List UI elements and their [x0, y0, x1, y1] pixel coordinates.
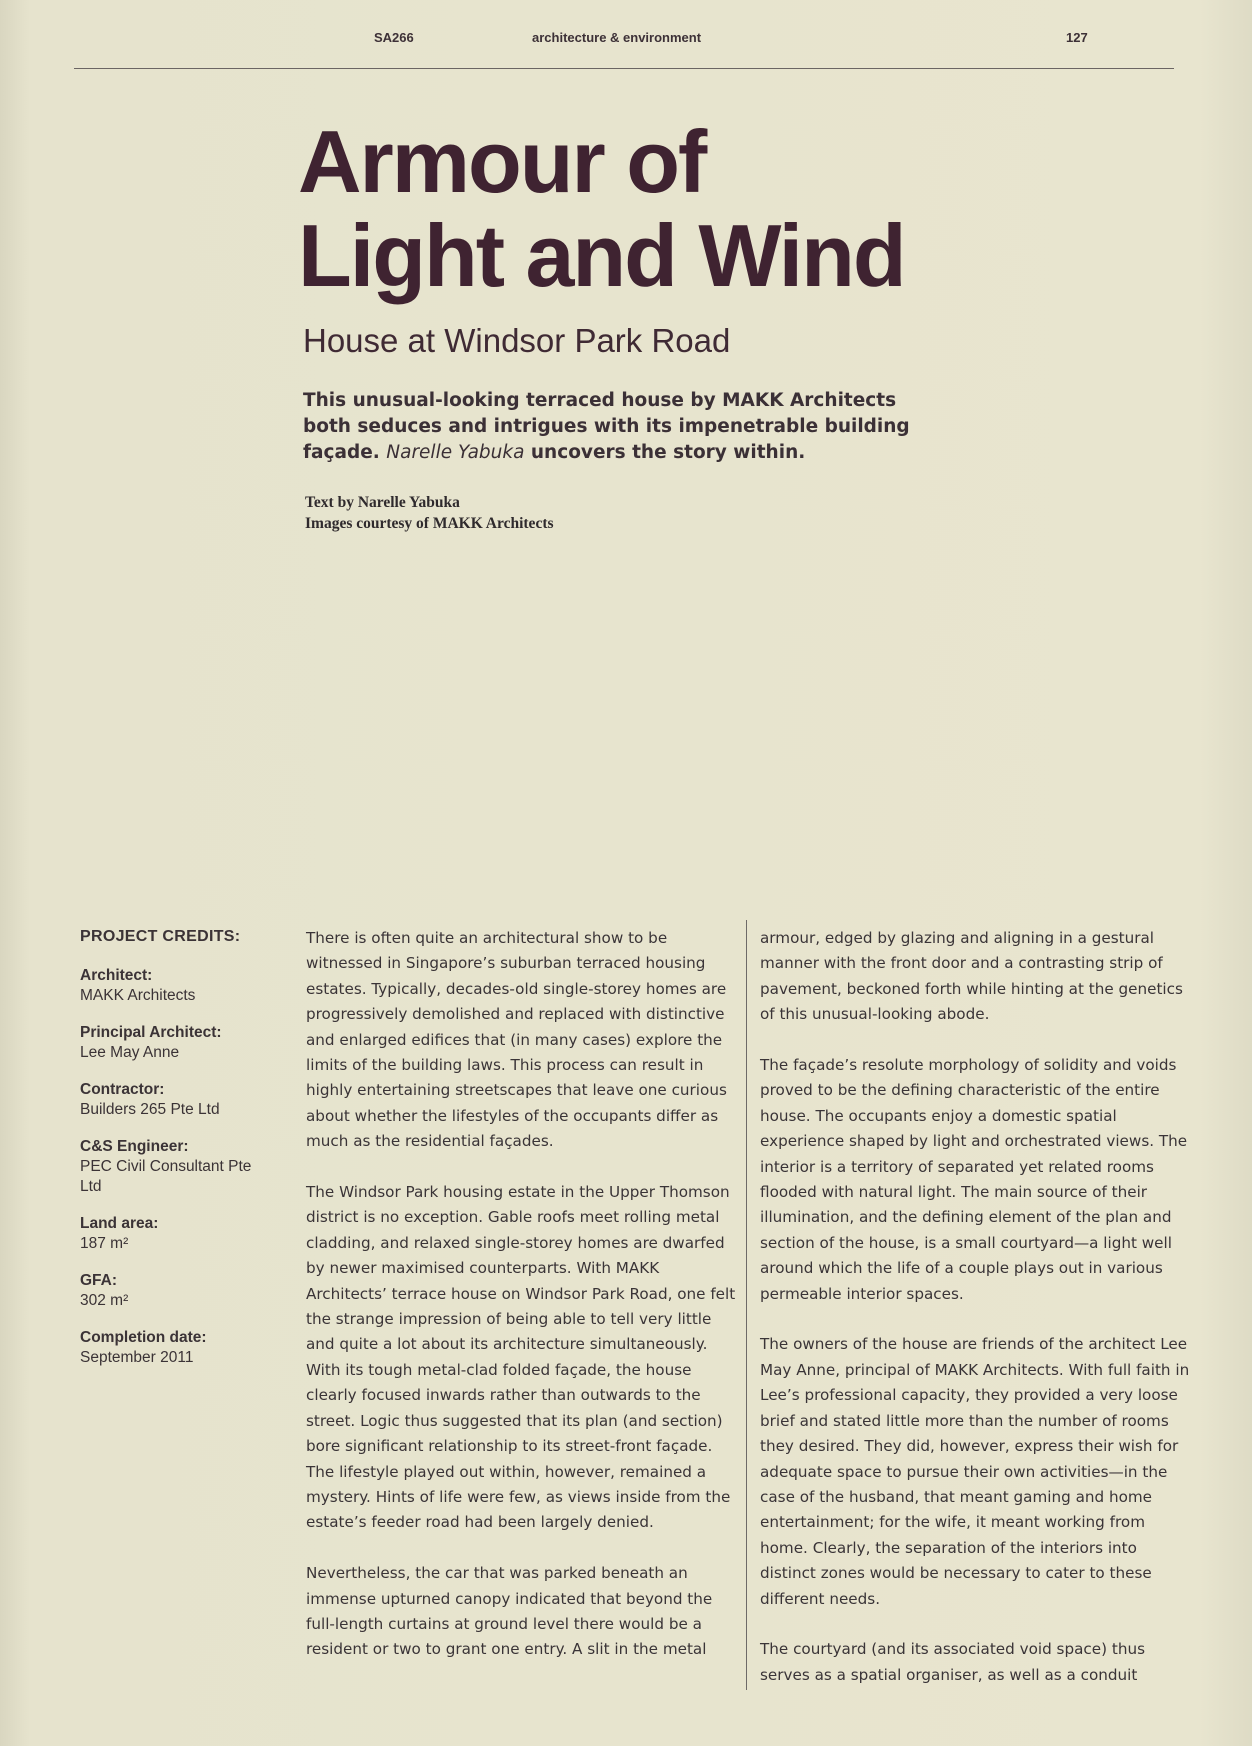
standfirst: [303, 388, 943, 466]
credit-value: 187 m²: [80, 1235, 129, 1252]
credit-principal-architect: [80, 1023, 270, 1063]
section-name: architecture & environment: [532, 30, 702, 45]
credits-heading: PROJECT CREDITS:: [80, 928, 241, 945]
body-column-1: [306, 926, 736, 1688]
credit-label: Architect:: [80, 967, 153, 984]
images-courtesy: Images courtesy of MAKK Architects: [305, 515, 554, 532]
project-credits: [80, 928, 270, 1385]
standfirst-part-2: uncovers the story within.: [530, 442, 806, 463]
credit-gfa: [80, 1271, 270, 1311]
body-paragraph: The Windsor Park housing estate in the Upper Thomson district is no exception. Gable roofs meet rolling metal cladding, and relaxed single-storey homes are dwarfed by newer maximised counterparts. With MAKK Architects’ terrace house on Windsor Park Road, one felt the strange impression of being able to tell very little and quite a lot about its architecture simultaneously. With its tough metal-clad folded façade, the house clearly focused inwards rather than outwards to the street. Logic thus suggested that its plan (and section) bore significant relationship to its street-front façade. The lifestyle played out within, however, remained a mystery. Hints of life were few, as views inside from the estate’s feeder road had been largely denied.: [306, 1183, 736, 1532]
credit-label: C&S Engineer:: [80, 1138, 189, 1155]
credit-label: Contractor:: [80, 1081, 165, 1098]
issue-code: SA266: [374, 30, 414, 45]
article-subtitle: House at Windsor Park Road: [303, 322, 731, 359]
running-header: [0, 30, 1252, 50]
credit-value: September 2011: [80, 1349, 194, 1366]
text-by: Text by Narelle Yabuka: [305, 494, 460, 511]
credit-value: MAKK Architects: [80, 987, 196, 1004]
page-number: 127: [1066, 30, 1088, 45]
credit-land-area: [80, 1214, 270, 1254]
body-paragraph: The owners of the house are friends of the architect Lee May Anne, principal of MAKK Architects. With full faith in Lee’s professional capacity, they provided a very loose brief and stated little more than the number of rooms they desired. They did, however, express their wish for adequate space to pursue their own activities—in the case of the husband, that meant gaming and home entertainment; for the wife, it meant working from home. Clearly, the separation of the interiors into distinct zones would be necessary to cater to these different needs.: [760, 1335, 1190, 1608]
byline: [305, 492, 805, 534]
credit-contractor: [80, 1080, 270, 1120]
credit-label: Land area:: [80, 1215, 159, 1232]
title-line-1: Armour of: [298, 112, 706, 211]
credit-value: 302 m²: [80, 1292, 129, 1309]
article-title: [298, 112, 905, 305]
credit-completion-date: [80, 1328, 270, 1368]
body-paragraph: The façade’s resolute morphology of solidity and voids proved to be the defining characteristic of the entire house. The occupants enjoy a domestic spatial experience shaped by light and orchestrated views. The interior is a territory of separated yet related rooms flooded with natural light. The main source of their illumination, and the defining element of the plan and section of the house, is a small courtyard—a light well around which the life of a couple plays out in various permeable interior spaces.: [760, 1056, 1188, 1303]
header-rule: [74, 68, 1174, 69]
credit-label: Principal Architect:: [80, 1024, 222, 1041]
body-paragraph: There is often quite an architectural show to be witnessed in Singapore’s suburban terraced housing estates. Typically, decades-old single-storey homes are progressively demolished and replaced with distinctive and enlarged edifices that (in many cases) explore the limits of the building laws. This process can result in highly entertaining streetscapes that leave one curious about whether the lifestyles of the occupants differ as much as the residential façades.: [306, 929, 727, 1151]
body-paragraph: The courtyard (and its associated void space) thus serves as a spatial organiser, as well as a conduit: [760, 1640, 1145, 1684]
credit-value: Builders 265 Pte Ltd: [80, 1101, 220, 1118]
standfirst-part-1: This unusual-looking terraced house by MAKK Architects both seduces and intrigues with its impenetrable building façade.: [303, 390, 910, 463]
body-paragraph: armour, edged by glazing and aligning in a gestural manner with the front door and a contrasting strip of pavement, beckoned forth while hinting at the genetics of this unusual-looking abode.: [760, 929, 1183, 1024]
credit-engineer: [80, 1137, 270, 1197]
column-divider: [746, 920, 747, 1690]
standfirst-author: Narelle Yabuka: [386, 442, 525, 463]
credit-label: GFA:: [80, 1272, 118, 1289]
title-line-2: Light and Wind: [298, 206, 905, 305]
credit-value: Lee May Anne: [80, 1044, 180, 1061]
body-paragraph: Nevertheless, the car that was parked beneath an immense upturned canopy indicated that beyond the full-length curtains at ground level there would be a resident or two to grant one entry. A slit in the metal: [306, 1564, 713, 1659]
credit-value: PEC Civil Consultant Pte Ltd: [80, 1158, 252, 1195]
body-column-2: [760, 926, 1190, 1714]
credit-architect: [80, 966, 270, 1006]
credit-label: Completion date:: [80, 1329, 207, 1346]
